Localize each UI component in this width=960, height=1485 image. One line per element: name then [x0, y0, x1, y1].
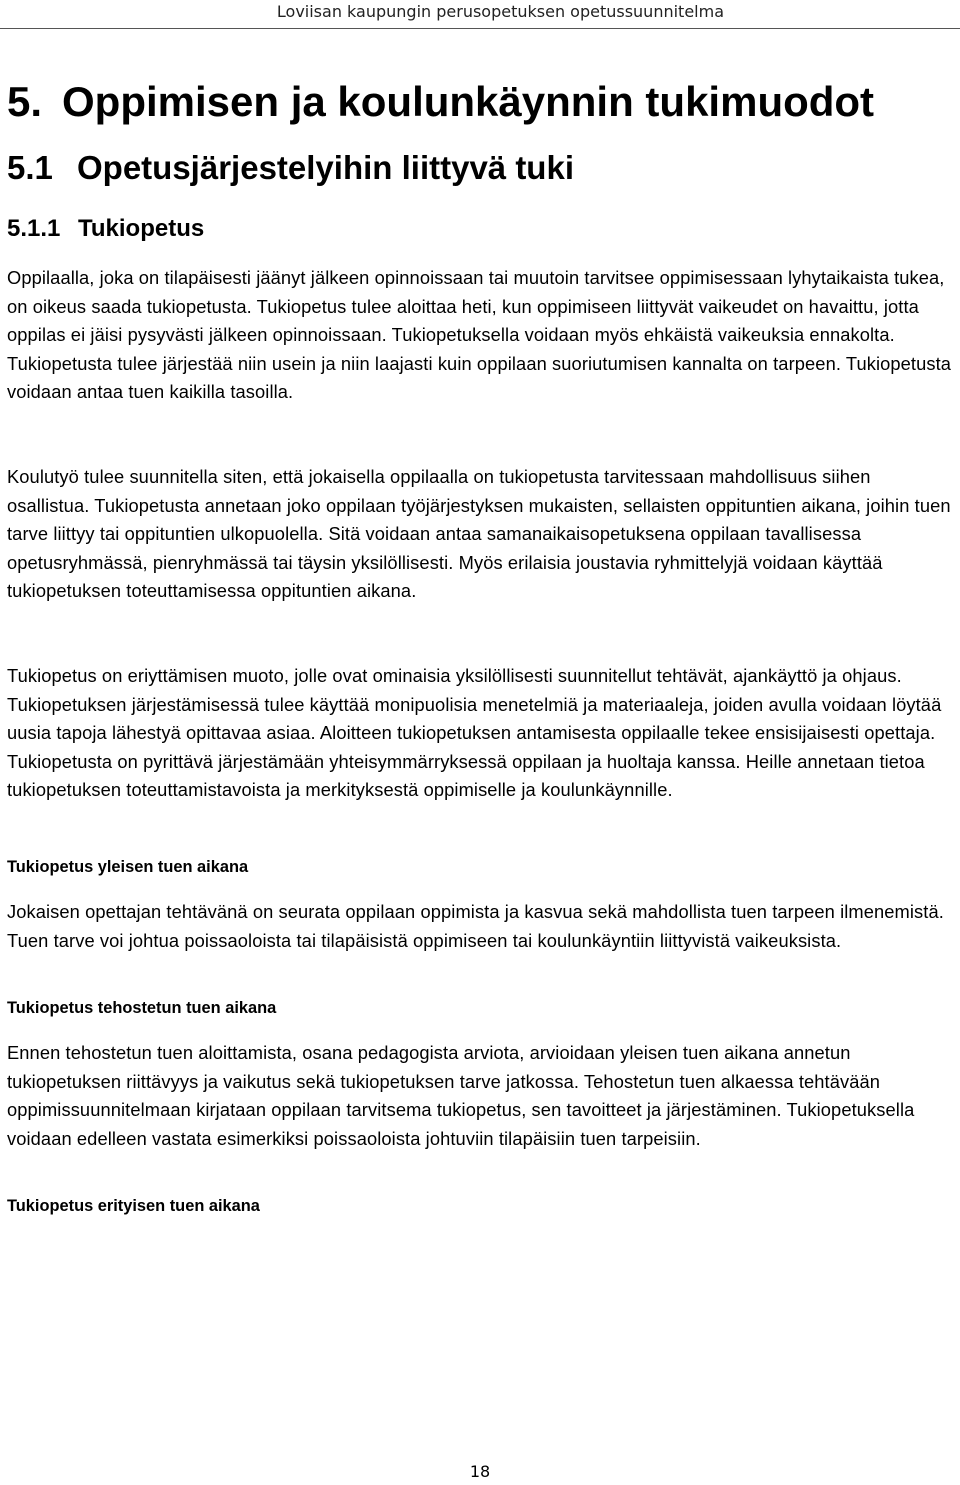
- header-rule: [0, 28, 960, 29]
- chapter-heading: [7, 74, 955, 129]
- page-content: [7, 74, 955, 1217]
- heading-intensified-support: Tukiopetus tehostetun tuen aikana: [7, 999, 277, 1018]
- subsection-number: 5.1.1: [7, 215, 61, 242]
- paragraph-intensified-support: Ennen tehostetun tuen aloittamista, osana pedagogista arviota, arvioidaan yleisen tuen aikana annetun tukiopetuksen riittävyys ja vaikutus sekä tukiopetuksen tarve jatkossa. Tehostetun tuen alkaessa tehtävään oppimissuunnitelmaan kirjataan oppilaan tarvitsema tukiopetus, sen tavoitteet ja järjestäminen. Tukiopetuksella voidaan edelleen vastata esimerkiksi poissaoloista johtuviin tilapäisiin tuen tarpeisiin.: [7, 1042, 915, 1149]
- paragraph-differentiation: Tukiopetus on eriyttämisen muoto, jolle ovat ominaisia yksilöllisesti suunnitellut tehtävät, ajankäyttö ja ohjaus. Tukiopetuksen järjestämisessä tulee käyttää monipuolisia menetelmiä ja materiaaleja, joiden avulla voidaan löytää uusia tapoja lähestyä opittavaa asiaa. Aloitteen tukiopetuksen antamisesta oppilaalle tekee ensisijaisesti opettaja. Tukiopetusta on pyrittävä järjestämään yhteisymmärryksessä oppilaan ja huoltaja kanssa. Heille annetaan tietoa tukiopetuksen toteuttamistavoista ja merkityksestä oppimiselle ja koulunkäynnille.: [7, 664, 942, 801]
- page-number: 18: [469, 1462, 491, 1481]
- heading-special-support: Tukiopetus erityisen tuen aikana: [7, 1197, 260, 1216]
- running-header: Loviisan kaupungin perusopetuksen opetussuunnitelma: [276, 2, 724, 21]
- paragraph-organisation: Koulutyö tulee suunnitella siten, että jokaisella oppilaalla on tukiopetusta tarvitessaan mahdollisuus siihen osallistua. Tukiopetusta annetaan joko oppilaan työjärjestyksen mukaisten, sellaisten oppituntien aikana, joihin tuen tarve liittyy tai oppituntien ulkopuolella. Sitä voidaan antaa samanaikaisopetuksena oppilaan tavallisessa opetusryhmässä, pienryhmässä tai täysin yksilöllisesti. Myös erilaisia joustavia ryhmittelyjä voidaan käyttää tukiopetuksen toteuttamisessa oppituntien aikana.: [7, 465, 951, 602]
- section-title: Opetusjärjestelyihin liittyvä tuki: [77, 149, 574, 186]
- heading-general-support: Tukiopetus yleisen tuen aikana: [7, 857, 249, 876]
- section-number: 5.1: [7, 149, 53, 186]
- paragraph-general-support: Jokaisen opettajan tehtävänä on seurata oppilaan oppimista ja kasvua sekä mahdollista tuen tarpeen ilmenemistä. Tuen tarve voi johtua poissaoloista tai tilapäisistä oppimiseen tai koulunkäyntiin liittyvistä vaikeuksista.: [7, 900, 944, 951]
- section-heading: [7, 148, 955, 188]
- chapter-number: 5.: [7, 78, 43, 125]
- subsection-title: Tukiopetus: [78, 215, 205, 242]
- chapter-title: Oppimisen ja koulunkäynnin tukimuodot: [62, 78, 875, 125]
- subsection-heading: [7, 214, 955, 244]
- paragraph-intro: Oppilaalla, joka on tilapäisesti jäänyt jälkeen opinnoissaan tai muutoin tarvitsee oppimisessaan lyhytaikaista tukea, on oikeus saada tukiopetusta. Tukiopetus tulee aloittaa heti, kun oppimiseen liittyvät vaikeudet on havaittu, jotta oppilas ei jäisi pysyvästi jälkeen opinnoissaan. Tukiopetuksella voidaan myös ehkäistä vaikeuksia ennakolta. Tukiopetusta tulee järjestää niin usein ja niin laajasti kuin oppilaan suoriutumisen kannalta on tarpeen. Tukiopetusta voidaan antaa tuen kaikilla tasoilla.: [7, 267, 952, 403]
